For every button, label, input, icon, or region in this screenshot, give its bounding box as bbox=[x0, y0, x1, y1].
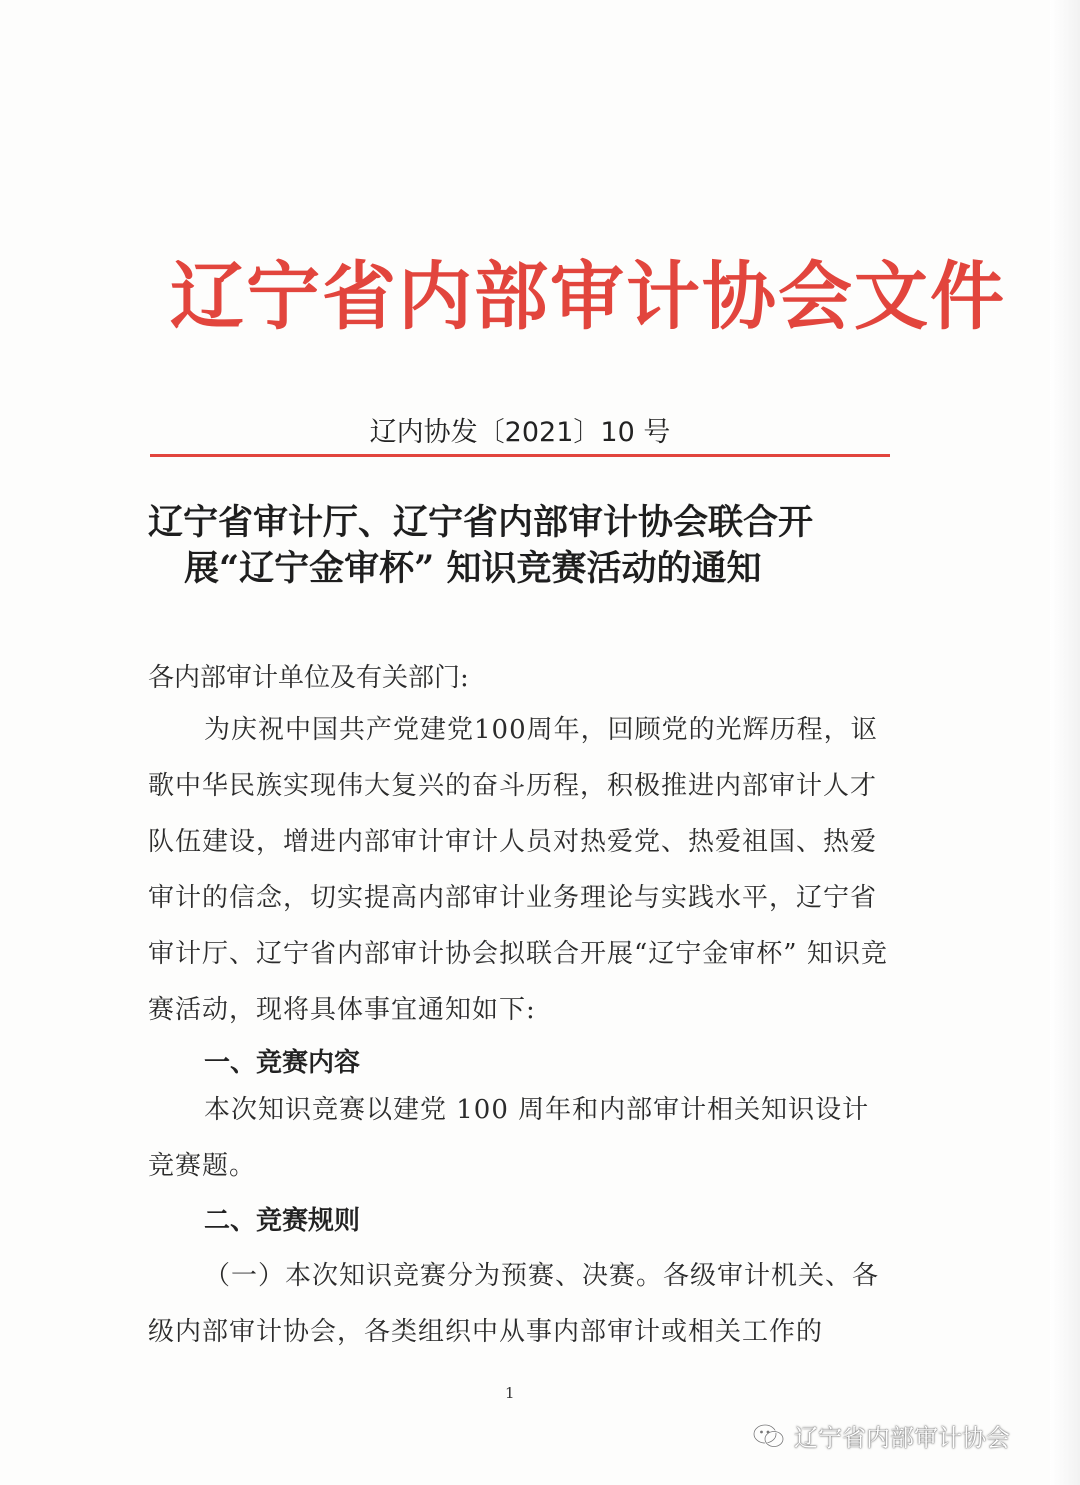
masthead-title: 辽宁省内部审计协会文件 bbox=[170, 254, 1006, 340]
section-heading-1: 一、竞赛内容 bbox=[204, 1048, 361, 1078]
title-line-2: 展“辽宁金审杯” 知识竞赛活动的通知 bbox=[184, 548, 762, 589]
document-title bbox=[148, 500, 898, 592]
page-number: 1 bbox=[505, 1384, 515, 1402]
section-heading-2: 二、竞赛规则 bbox=[204, 1206, 361, 1236]
body-paragraph-1: 为庆祝中国共产党建党100周年，回顾党的光辉历程，讴歌中华民族实现伟大复兴的奋斗历程，积极推进内部审计人才队伍建设，增进内部审计审计人员对热爱党、热爱祖国、热爱审计的信念，切实提高内部审计业务理论与实践水平，辽宁省审计厅、辽宁省内部审计协会拟联合开展“辽宁金审杯” 知识竞赛活动，现将具体事宜通知如下: bbox=[148, 715, 888, 1025]
wechat-icon bbox=[752, 1422, 786, 1450]
title-line-1: 辽宁省审计厅、辽宁省内部审计协会联合开 bbox=[148, 502, 814, 543]
wechat-watermark bbox=[752, 1418, 1010, 1453]
document-number: 辽内协发〔2021〕10 号 bbox=[369, 417, 671, 448]
section-1-text: 本次知识竞赛以建党 100 周年和内部审计相关知识设计竞赛题。 bbox=[148, 1095, 870, 1181]
red-divider-line bbox=[150, 454, 890, 457]
salutation: 各内部审计单位及有关部门: bbox=[148, 663, 469, 693]
watermark-text: 辽宁省内部审计协会 bbox=[794, 1424, 1010, 1452]
page-edge-shadow bbox=[1050, 0, 1080, 1485]
section-2-text: （一）本次知识竞赛分为预赛、决赛。各级审计机关、各级内部审计协会，各类组织中从事内部审计或相关工作的 bbox=[148, 1261, 880, 1347]
